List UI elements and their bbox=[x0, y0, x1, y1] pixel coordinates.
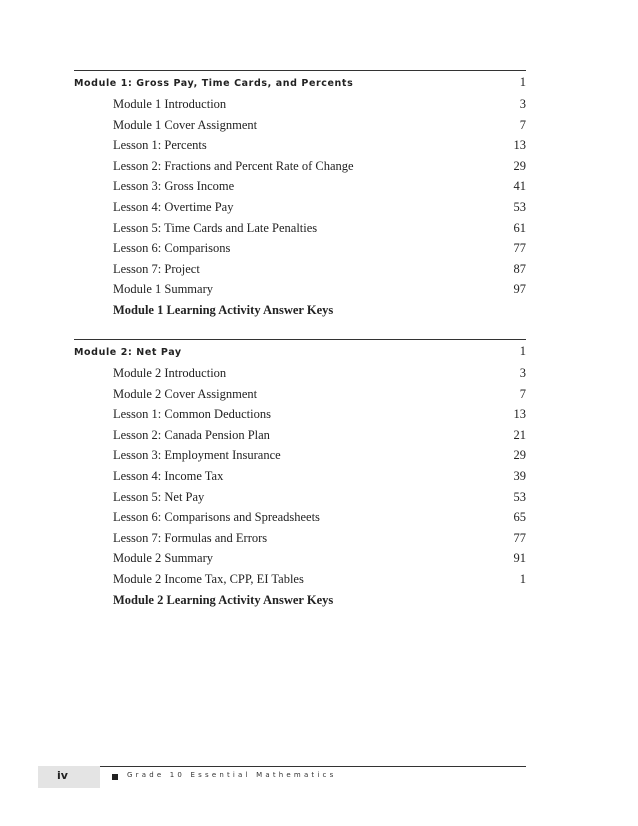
toc-entry bbox=[74, 507, 526, 528]
toc-entry-label: Module 2 Learning Activity Answer Keys bbox=[113, 592, 334, 607]
toc-entry-label: Module 2 Introduction bbox=[113, 366, 227, 380]
module-1-page: 1 bbox=[519, 75, 526, 89]
toc-entry-page: 87 bbox=[513, 261, 526, 276]
toc-entry bbox=[74, 548, 526, 569]
toc-entry-page: 29 bbox=[513, 448, 526, 463]
toc-entry-label: Lesson 2: Fractions and Percent Rate of Change bbox=[113, 158, 354, 173]
toc-entry-page: 3 bbox=[519, 97, 526, 111]
toc-entry-label: Lesson 5: Net Pay bbox=[113, 489, 205, 504]
toc-entry-label: Lesson 6: Comparisons bbox=[113, 241, 231, 256]
toc-entry-page: 65 bbox=[513, 510, 526, 525]
toc-entry-page: 7 bbox=[519, 386, 526, 401]
toc-entry-page: 1 bbox=[519, 571, 526, 586]
toc-entry-page: 61 bbox=[513, 220, 526, 235]
footer-bullet-icon bbox=[112, 774, 118, 780]
module-2-section bbox=[74, 339, 526, 610]
toc-entry bbox=[74, 363, 526, 384]
toc-entry bbox=[74, 259, 526, 280]
toc-entry bbox=[74, 569, 526, 590]
toc-entry-label: Module 1 Cover Assignment bbox=[113, 117, 258, 132]
module-1-title: Module 1: Gross Pay, Time Cards, and Percents bbox=[74, 78, 354, 89]
toc-entry-page: 13 bbox=[513, 407, 526, 422]
toc-entry bbox=[74, 279, 526, 300]
toc-entry-label: Lesson 3: Employment Insurance bbox=[113, 448, 281, 463]
toc-entry bbox=[74, 156, 526, 177]
toc-entry-page: 13 bbox=[513, 138, 526, 153]
toc-entry-label: Lesson 2: Canada Pension Plan bbox=[113, 427, 270, 442]
toc-entry-label: Lesson 1: Common Deductions bbox=[113, 407, 271, 422]
toc-entry-label: Module 1 Introduction bbox=[113, 97, 227, 111]
footer-rule bbox=[100, 766, 526, 767]
toc-entry bbox=[74, 425, 526, 446]
toc-entry bbox=[74, 135, 526, 156]
toc-entry-label: Module 1 Learning Activity Answer Keys bbox=[113, 302, 334, 317]
toc-entry-page: 21 bbox=[513, 427, 526, 442]
toc-entry-label: Lesson 5: Time Cards and Late Penalties bbox=[113, 220, 318, 235]
toc-entry-label: Module 2 Income Tax, CPP, EI Tables bbox=[113, 571, 304, 586]
toc-entry-label: Lesson 3: Gross Income bbox=[113, 179, 235, 194]
toc-entry-label: Lesson 4: Income Tax bbox=[113, 468, 224, 483]
toc-entry bbox=[74, 94, 526, 115]
toc-entry-page: 77 bbox=[513, 241, 526, 256]
toc-entry-label: Lesson 1: Percents bbox=[113, 138, 207, 153]
toc-entry-page: 53 bbox=[513, 199, 526, 214]
toc-entry-page: 29 bbox=[513, 158, 526, 173]
footer-book-title: Grade 10 Essential Mathematics bbox=[127, 771, 337, 779]
toc-entry-page: 53 bbox=[513, 489, 526, 504]
toc-entry-answer-keys bbox=[74, 590, 526, 611]
toc-entry bbox=[74, 445, 526, 466]
toc-entry bbox=[74, 466, 526, 487]
toc-entry bbox=[74, 384, 526, 405]
footer-page-box bbox=[38, 766, 100, 788]
toc-entry-label: Lesson 4: Overtime Pay bbox=[113, 199, 234, 214]
toc-entry bbox=[74, 176, 526, 197]
module-2-entries bbox=[74, 363, 526, 610]
toc-entry-label: Lesson 7: Project bbox=[113, 261, 200, 276]
toc-entry-page: 97 bbox=[513, 282, 526, 297]
module-1-rule bbox=[74, 70, 526, 71]
toc-entry-label: Module 2 Summary bbox=[113, 551, 213, 566]
module-1-heading bbox=[74, 75, 526, 91]
toc-entry-page: 7 bbox=[519, 117, 526, 132]
toc-entry-page: 39 bbox=[513, 468, 526, 483]
module-1-entries bbox=[74, 94, 526, 321]
module-1-section bbox=[74, 70, 526, 321]
toc-entry-label: Lesson 7: Formulas and Errors bbox=[113, 530, 268, 545]
module-2-rule bbox=[74, 339, 526, 340]
toc-entry-page: 3 bbox=[519, 366, 526, 380]
toc-entry-page: 41 bbox=[513, 179, 526, 194]
toc-entry bbox=[74, 404, 526, 425]
toc-entry-page: 91 bbox=[513, 551, 526, 566]
footer-page-number: iv bbox=[57, 769, 68, 782]
toc-entry-label: Module 1 Summary bbox=[113, 282, 213, 297]
toc-entry bbox=[74, 115, 526, 136]
module-2-title: Module 2: Net Pay bbox=[74, 347, 182, 358]
toc-entry bbox=[74, 197, 526, 218]
module-2-page: 1 bbox=[519, 344, 526, 358]
toc-entry-label: Module 2 Cover Assignment bbox=[113, 386, 258, 401]
module-2-heading bbox=[74, 344, 526, 360]
toc-entry bbox=[74, 238, 526, 259]
toc-entry-label: Lesson 6: Comparisons and Spreadsheets bbox=[113, 510, 320, 525]
toc-entry-answer-keys bbox=[74, 300, 526, 321]
toc-entry bbox=[74, 487, 526, 508]
toc-entry bbox=[74, 528, 526, 549]
toc-entry-page: 77 bbox=[513, 530, 526, 545]
toc-entry bbox=[74, 218, 526, 239]
